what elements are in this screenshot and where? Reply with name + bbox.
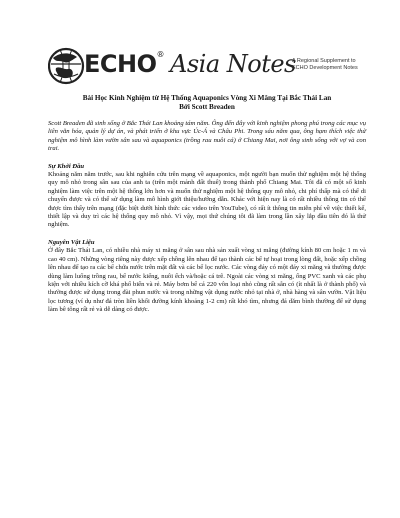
- brand-echo: ECHO: [84, 50, 157, 78]
- tagline-line-2: ECHO Development Notes: [292, 65, 358, 71]
- article-byline: Bởi Scott Breaden: [179, 103, 235, 111]
- article: [48, 94, 366, 315]
- article-title-main: Bài Học Kinh Nghiệm từ Hệ Thống Aquaponics Vòng Xi Măng Tại Bắc Thái Lan: [82, 94, 332, 102]
- article-title: [48, 94, 366, 112]
- header-tagline: [292, 58, 382, 72]
- section-heading-materials: Nguyên Vật Liệu: [48, 238, 95, 246]
- section-body-beginning: Khoảng năm năm trước, sau khi nghiên cứu trên mạng về aquaponics, một người bạn muốn thử nghiệm một hệ thống quy mô nhỏ trong sân sau của anh ta (trên một mảnh đất thuê) trong thành phố Chiang Mai. Tôi đã có một số kinh nghiệm làm việc trên một hệ thống lớn hơn và muốn thử nghiệm một hệ thống quy mô nhỏ, chi phí thấp mà có thể di chuyển được và có thể sử dụng làm mô hình giới thiệu/hướng dẫn. Khác với hiện nay là có rất nhiều thông tin có thể được tìm thấy trên mạng (đặc biệt dưới hình thức các video trên YouTube), có rất ít thông tin miễn phí về việc thiết kế, thiết lập và duy trì các hệ thống quy mô nhỏ. Vì vậy, mọi thứ chúng tôi đã làm trong lần xây lắp đầu tiên đó là thử nghiệm.: [48, 171, 366, 229]
- brand-title: [84, 50, 296, 78]
- section-body-materials: Ở đây Bắc Thái Lan, có nhiều nhà máy xi măng ở sân sau nhà sản xuất vòng xi măng (đường kính 80 cm hoặc 1 m và cao 40 cm). Những vòng riêng này được xếp chồng lên nhau để tạo thành các bể tự hoại trong lòng đất, hoặc xếp chồng lên nhau để tạo ra các bể chứa nước trên mặt đất và các bể lọc nước. Các vòng đáy có một đáy xi măng và thường được dùng làm luống trồng rau, bể nước kiểng, nuôi ếch và/hoặc cá trê. Ngoài các vòng xi măng, ống PVC xanh và các phụ kiện với nhiều kích cỡ khá phổ biến và rẻ. Máy bơm bể cá 220 vôn loại nhỏ cũng rất sẵn có (ít nhất là ở thành phố) và thường được sử dụng trong đài phun nước và trong những vật dụng nước nhỏ tại nhà ở, nhà hàng và sân vườn. Vật liệu lọc tương (ví dụ như đá tròn liền khối đường kính khoảng 1-2 cm) rất khó tìm, nhưng đá dăm bình thường để sử dụng làm bê tông rất rẻ và dễ dàng có được.: [48, 247, 366, 314]
- tagline-line-1: A Regional Supplement to: [292, 58, 356, 64]
- author-intro: Scott Breaden đã sinh sống ở Bắc Thái Lan khoảng tám năm. Ông đến đây với kinh nghiệm phong phú trong các mục vụ liên văn hóa, quản lý dự án, và phát triển ở khu vực Úc-Á và Châu Phi. Trong sáu năm qua, ông hạm thích việc thử nghiệm mô hình làm vườn sân sau và aquaponics (trồng rau nuôi cá) ở Chiang Mai, nơi ông sinh sống với vợ và con trai.: [48, 120, 366, 153]
- brand-asia-notes: Asia Notes: [170, 50, 296, 78]
- brand-registered-mark: ®: [156, 50, 164, 59]
- section-heading-beginning: Sự Khởi Đầu: [48, 162, 85, 170]
